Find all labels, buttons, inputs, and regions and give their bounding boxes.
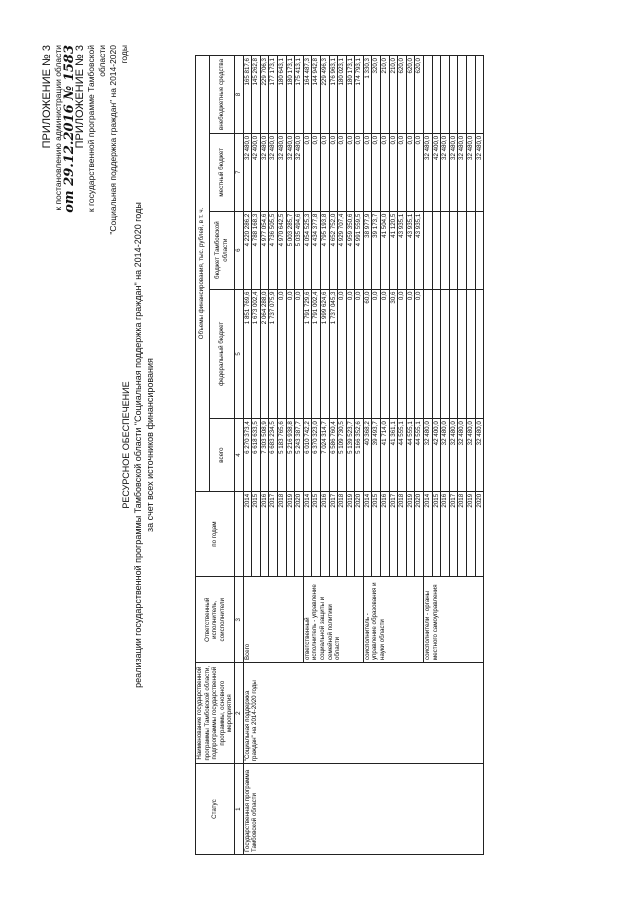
offbudget-cell: 177 173,1: [269, 56, 278, 134]
year-cell: 2018: [338, 491, 347, 577]
federal-cell: 1 737 045,3: [329, 289, 338, 419]
total-cell: 5 243 387,7: [295, 419, 304, 492]
offbudget-cell: 229 496,3: [320, 56, 329, 134]
total-cell: 5 109 730,5: [338, 419, 347, 492]
total-cell: 32 480,0: [467, 419, 476, 492]
regional-cell: 4 795 193,8: [320, 211, 329, 289]
year-cell: 2020: [355, 491, 364, 577]
offbudget-cell: 229 706,3: [260, 56, 269, 134]
total-cell: 32 480,0: [475, 419, 484, 492]
local-cell: 32 480,0: [441, 133, 450, 211]
regional-cell: [458, 211, 467, 289]
header-regional: бюджет Тамбовской области: [209, 211, 234, 289]
regional-cell: [424, 211, 433, 289]
offbudget-cell: [449, 56, 458, 134]
federal-cell: 0,0: [286, 289, 295, 419]
local-cell: 0,0: [406, 133, 415, 211]
federal-cell: 0,0: [277, 289, 286, 419]
federal-cell: 30,6: [389, 289, 398, 419]
offbudget-cell: 176 963,1: [329, 56, 338, 134]
year-cell: 2015: [432, 491, 441, 577]
local-cell: 0,0: [329, 133, 338, 211]
year-cell: 2020: [295, 491, 304, 577]
regional-cell: 4 959 350,6: [346, 211, 355, 289]
regional-cell: 4 991 559,5: [355, 211, 364, 289]
year-cell: 2015: [372, 491, 381, 577]
total-cell: 6 370 323,0: [312, 419, 321, 492]
column-index-cell: 4: [234, 419, 243, 492]
regional-cell: 43 935,1: [406, 211, 415, 289]
year-cell: 2020: [415, 491, 424, 577]
offbudget-cell: 620,0: [406, 56, 415, 134]
offbudget-cell: [424, 56, 433, 134]
total-cell: 32 480,0: [441, 419, 450, 492]
year-cell: 2014: [363, 491, 372, 577]
federal-cell: 0,0: [295, 289, 304, 419]
total-cell: 41 361,1: [389, 419, 398, 492]
resource-table: [195, 55, 484, 855]
local-cell: 42 400,0: [432, 133, 441, 211]
federal-cell: 1 999 624,6: [320, 289, 329, 419]
header-status: Статус: [196, 764, 235, 855]
total-cell: 5 183 765,6: [277, 419, 286, 492]
local-cell: 32 480,0: [449, 133, 458, 211]
total-cell: 5 166 352,6: [355, 419, 364, 492]
offbudget-cell: [432, 56, 441, 134]
offbudget-cell: [441, 56, 450, 134]
local-cell: 0,0: [381, 133, 390, 211]
regional-cell: 4 652 752,0: [329, 211, 338, 289]
federal-cell: 0,0: [415, 289, 424, 419]
year-cell: 2015: [252, 491, 261, 577]
year-cell: 2015: [312, 491, 321, 577]
header-by-years: по годам: [196, 491, 235, 577]
federal-cell: 0,0: [398, 289, 407, 419]
offbudget-cell: 620,0: [415, 56, 424, 134]
header-federal: федеральный бюджет: [209, 289, 234, 419]
federal-cell: [458, 289, 467, 419]
total-cell: 7 303 508,9: [260, 419, 269, 492]
local-cell: 0,0: [415, 133, 424, 211]
year-cell: 2017: [329, 491, 338, 577]
year-cell: 2019: [467, 491, 476, 577]
year-cell: 2017: [269, 491, 278, 577]
year-cell: 2017: [389, 491, 398, 577]
total-cell: 6 586 760,4: [329, 419, 338, 492]
regional-cell: 41 120,5: [389, 211, 398, 289]
column-index-cell: 6: [234, 211, 243, 289]
year-cell: 2014: [243, 491, 252, 577]
header-volumes: Объемы финансирования, тыс. рублей, в т. ч.: [196, 56, 210, 492]
federal-cell: 0,0: [372, 289, 381, 419]
appendix-handwritten-date: от 29.12.2016 № 1583: [62, 45, 77, 213]
federal-cell: 1 851 769,6: [243, 289, 252, 419]
appendix-number: ПРИЛОЖЕНИЕ № 3: [41, 45, 53, 149]
federal-cell: [432, 289, 441, 419]
local-cell: 32 480,0: [260, 133, 269, 211]
offbudget-cell: 180 643,1: [277, 56, 286, 134]
executor-cell: соисполнители - органы местного самоуправления: [424, 577, 484, 663]
offbudget-cell: [475, 56, 484, 134]
federal-cell: [475, 289, 484, 419]
appendix-block: [42, 45, 130, 245]
federal-cell: 0,0: [338, 289, 347, 419]
year-cell: 2014: [303, 491, 312, 577]
regional-cell: 5 035 494,6: [295, 211, 304, 289]
regional-cell: 4 977 054,6: [260, 211, 269, 289]
local-cell: 0,0: [398, 133, 407, 211]
total-cell: 44 555,1: [398, 419, 407, 492]
total-cell: 32 480,0: [458, 419, 467, 492]
column-index-cell: 2: [234, 663, 243, 764]
local-cell: 32 480,0: [243, 133, 252, 211]
local-cell: 0,0: [346, 133, 355, 211]
local-cell: 32 480,0: [295, 133, 304, 211]
federal-cell: [467, 289, 476, 419]
executor-cell: Всего: [243, 577, 303, 663]
total-cell: 44 555,1: [406, 419, 415, 492]
total-cell: 41 714,0: [381, 419, 390, 492]
offbudget-cell: 180 173,1: [346, 56, 355, 134]
year-cell: 2020: [475, 491, 484, 577]
local-cell: 0,0: [303, 133, 312, 211]
local-cell: 32 480,0: [458, 133, 467, 211]
federal-cell: 0,0: [381, 289, 390, 419]
column-index-row: [234, 56, 243, 855]
offbudget-cell: 164 487,3: [303, 56, 312, 134]
regional-cell: 4 054 525,3: [303, 211, 312, 289]
executor-cell: ответственный исполнитель - управление социальной защиты и семейной политики области: [303, 577, 363, 663]
local-cell: 32 480,0: [277, 133, 286, 211]
local-cell: 0,0: [338, 133, 347, 211]
total-cell: 42 400,0: [432, 419, 441, 492]
regional-cell: 41 504,0: [381, 211, 390, 289]
offbudget-cell: 165 817,6: [243, 56, 252, 134]
column-index-cell: 7: [234, 133, 243, 211]
appendix-program-line: к государственной программе Тамбовской области: [86, 45, 107, 213]
federal-cell: 60,0: [363, 289, 372, 419]
regional-cell: 43 935,1: [415, 211, 424, 289]
header-local: местный бюджет: [209, 133, 234, 211]
header-row-1: [196, 56, 210, 855]
federal-cell: 1 673 002,4: [252, 289, 261, 419]
offbudget-cell: 1 330,3: [363, 56, 372, 134]
federal-cell: [441, 289, 450, 419]
regional-cell: [441, 211, 450, 289]
total-cell: 5 139 523,7: [346, 419, 355, 492]
regional-cell: 4 970 642,5: [277, 211, 286, 289]
regional-cell: 4 736 505,5: [269, 211, 278, 289]
year-cell: 2018: [398, 491, 407, 577]
year-cell: 2017: [449, 491, 458, 577]
year-cell: 2016: [260, 491, 269, 577]
appendix-decree-line: к постановлению администрации области: [53, 45, 63, 211]
regional-cell: [475, 211, 484, 289]
column-index-cell: 3: [234, 577, 243, 663]
federal-cell: 1 737 075,9: [269, 289, 278, 419]
offbudget-cell: 620,0: [398, 56, 407, 134]
year-cell: 2018: [277, 491, 286, 577]
year-cell: 2019: [346, 491, 355, 577]
offbudget-cell: 145 262,8: [252, 56, 261, 134]
offbudget-cell: [467, 56, 476, 134]
total-cell: 32 480,0: [424, 419, 433, 492]
federal-cell: [424, 289, 433, 419]
column-index-cell: 8: [234, 56, 243, 134]
federal-cell: 2 064 288,0: [260, 289, 269, 419]
offbudget-cell: [458, 56, 467, 134]
title-line-3: за счет всех источников финансирования: [145, 358, 155, 532]
year-cell: 2014: [424, 491, 433, 577]
local-cell: 32 480,0: [475, 133, 484, 211]
local-cell: 0,0: [320, 133, 329, 211]
regional-cell: 4 929 707,4: [338, 211, 347, 289]
local-cell: 32 480,0: [467, 133, 476, 211]
regional-cell: 4 788 168,3: [252, 211, 261, 289]
header-name: Наименование государственной программы Тамбовской области, подпрограммы государственной программы, основного мероприятия: [196, 663, 235, 764]
total-cell: 40 368,2: [363, 419, 372, 492]
local-cell: 0,0: [372, 133, 381, 211]
regional-cell: 4 434 377,8: [312, 211, 321, 289]
regional-cell: 38 977,9: [363, 211, 372, 289]
program-name-cell: "Социальная поддержка граждан" на 2014-2020 годы: [243, 663, 484, 764]
total-cell: 5 216 938,8: [286, 419, 295, 492]
local-cell: 32 480,0: [286, 133, 295, 211]
regional-cell: 4 220 286,2: [243, 211, 252, 289]
column-index-cell: [234, 491, 243, 577]
regional-cell: [467, 211, 476, 289]
header-executor: Ответственный исполнитель, соисполнители: [196, 577, 235, 663]
local-cell: 0,0: [363, 133, 372, 211]
regional-cell: [449, 211, 458, 289]
total-cell: 6 270 373,4: [243, 419, 252, 492]
regional-cell: 5 003 285,7: [286, 211, 295, 289]
header-offbudget: внебюджетные средства: [209, 56, 234, 134]
column-index-cell: 1: [234, 764, 243, 855]
regional-cell: 43 935,1: [398, 211, 407, 289]
local-cell: 42 400,0: [252, 133, 261, 211]
local-cell: 32 480,0: [269, 133, 278, 211]
federal-cell: [449, 289, 458, 419]
total-cell: 7 024 314,7: [320, 419, 329, 492]
title-line-2: реализации государственной программы Тамбовской области "Социальная поддержка граждан" на 2014-2020 годы: [133, 202, 143, 688]
federal-cell: 1 791 729,6: [303, 289, 312, 419]
total-cell: 44 555,1: [415, 419, 424, 492]
offbudget-cell: 320,0: [372, 56, 381, 134]
appendix-number-2: ПРИЛОЖЕНИЕ № 3: [74, 45, 86, 149]
title-line-1: РЕСУРСНОЕ ОБЕСПЕЧЕНИЕ: [121, 381, 131, 509]
local-cell: 0,0: [389, 133, 398, 211]
year-cell: 2016: [381, 491, 390, 577]
federal-cell: 0,0: [346, 289, 355, 419]
federal-cell: 0,0: [406, 289, 415, 419]
offbudget-cell: 175 413,1: [295, 56, 304, 134]
offbudget-cell: 174 793,1: [355, 56, 364, 134]
total-cell: 39 493,7: [372, 419, 381, 492]
offbudget-cell: 210,0: [381, 56, 390, 134]
local-cell: 0,0: [312, 133, 321, 211]
local-cell: 0,0: [355, 133, 364, 211]
offbudget-cell: 180 023,1: [338, 56, 347, 134]
offbudget-cell: 180 173,1: [286, 56, 295, 134]
regional-cell: [432, 211, 441, 289]
offbudget-cell: 210,0: [389, 56, 398, 134]
table-body: [243, 56, 484, 855]
federal-cell: 1 791 002,4: [312, 289, 321, 419]
year-cell: 2016: [320, 491, 329, 577]
year-cell: 2019: [406, 491, 415, 577]
federal-cell: 0,0: [355, 289, 364, 419]
year-cell: 2019: [286, 491, 295, 577]
total-cell: 32 480,0: [449, 419, 458, 492]
total-cell: 6 618 633,5: [252, 419, 261, 492]
table-row: [243, 56, 252, 855]
column-index-cell: 5: [234, 289, 243, 419]
document-title: [120, 185, 156, 705]
year-cell: 2018: [458, 491, 467, 577]
appendix-program-name: "Социальная поддержка граждан" на 2014-2020 годы: [108, 45, 129, 235]
total-cell: 6 683 234,5: [269, 419, 278, 492]
header-total: всего: [209, 419, 234, 492]
local-cell: 32 480,0: [424, 133, 433, 211]
status-cell: Государственная программа Тамбовской области: [243, 764, 484, 855]
total-cell: 6 010 742,2: [303, 419, 312, 492]
year-cell: 2016: [441, 491, 450, 577]
offbudget-cell: 144 942,8: [312, 56, 321, 134]
executor-cell: соисполнитель - управление образования и науки области: [363, 577, 423, 663]
regional-cell: 39 173,7: [372, 211, 381, 289]
